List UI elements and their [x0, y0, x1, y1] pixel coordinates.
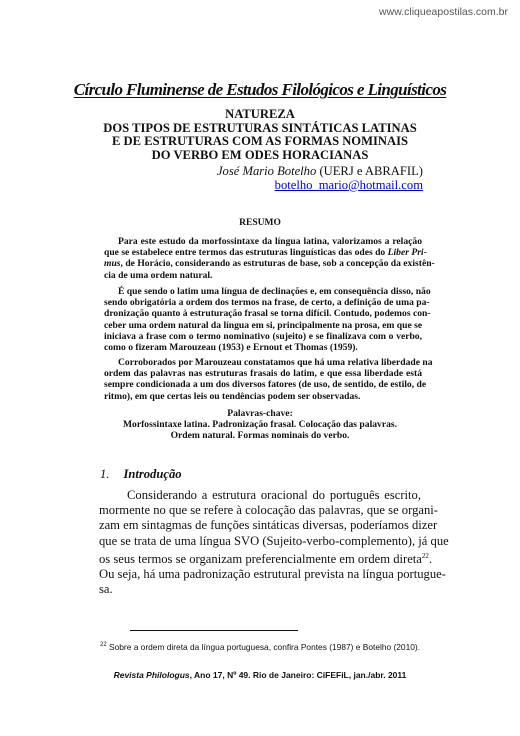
- author-affiliation: (UERJ e ABRAFIL): [319, 164, 423, 178]
- article-title: [0, 108, 520, 162]
- abstract-line: Para este estudo da morfossintaxe da língua latina, valorizamos a relação: [118, 236, 422, 247]
- abstract-line: que se estabelece entre termos das estruturas linguísticas das odes do Liber Pri-: [104, 247, 427, 259]
- journal-name: Revista Philologus: [113, 670, 190, 680]
- title-line: DOS TIPOS DE ESTRUTURAS SINTÁTICAS LATINAS: [103, 120, 417, 135]
- section-heading: [100, 467, 182, 482]
- abstract-line: sempre condicionada a um dos diversos fatores (de uso, de sentido, de estilo, de: [104, 379, 427, 391]
- title-line: E DE ESTRUTURAS COM AS FORMAS NOMINAIS: [112, 134, 408, 149]
- footnote-reference[interactable]: 22: [421, 551, 429, 560]
- abstract-line: ceber uma ordem natural da língua em si, principalmente na prosa, em que se: [104, 319, 423, 331]
- author-email-link[interactable]: botelho_mario@hotmail.com: [274, 178, 423, 192]
- keywords-block: [0, 408, 520, 442]
- abstract-paragraph-3: [104, 357, 433, 402]
- keywords-line: Morfossintaxe latina. Padronização frasal. Colocação das palavras.: [122, 419, 398, 431]
- abstract-line: dronização quanto à estruturação frasal se torna difícil. Contudo, podemos con-: [104, 308, 431, 320]
- journal-footer: [0, 670, 520, 680]
- footnote-divider: [130, 630, 298, 631]
- footnote: [100, 642, 420, 652]
- abstract-heading: RESUMO: [239, 218, 281, 228]
- abstract-line: Corroborados por Marouzeau constatamos que há uma relativa liberdade na: [118, 357, 433, 368]
- association-header: Círculo Fluminense de Estudos Filológicos e Linguísticos: [73, 80, 447, 99]
- abstract-line: mus, de Horácio, considerando as estruturas de base, sob a concepção da existên-: [104, 258, 435, 270]
- body-line: zam em sintagmas de funções sintáticas diversas, poderíamos dizer: [99, 518, 438, 533]
- footnote-text: Sobre a ordem direta da língua portuguesa, confira Pontes (1987) e Botelho (2010).: [109, 642, 421, 652]
- italic-title: mus: [104, 258, 121, 270]
- site-url[interactable]: www.cliqueapostilas.com.br: [379, 6, 508, 18]
- section-title: Introdução: [123, 467, 182, 481]
- journal-details: , Ano 17, Nº 49. Rio de Janeiro: CiFEFiL, jan./abr. 2011: [189, 670, 407, 680]
- title-line: NATUREZA: [225, 107, 295, 121]
- body-line: que se trata de uma língua SVO (Sujeito-verbo-complemento), já que: [99, 533, 449, 548]
- body-paragraph: [99, 488, 449, 598]
- section-number: 1.: [100, 467, 110, 481]
- abstract-line: É que sendo o latim uma língua de declinações e, em consequência disso, não: [118, 286, 431, 297]
- keywords-label: Palavras-chave:: [227, 408, 293, 419]
- abstract-paragraph-1: [104, 236, 435, 281]
- keywords-line: Ordem natural. Formas nominais do verbo.: [170, 430, 350, 442]
- abstract-line: iniciava a frase com o termo nominativo (sujeito) e se finalizava com o verbo,: [104, 330, 422, 342]
- footnote-number: 22: [100, 642, 107, 649]
- body-line: Ou seja, há uma padronização estrutural prevista na língua portugue-: [99, 567, 446, 582]
- italic-title: Liber Pri-: [387, 247, 427, 259]
- author-block: [217, 164, 423, 192]
- abstract-line: cia de uma ordem natural.: [104, 269, 213, 281]
- body-line: sa.: [99, 582, 113, 597]
- body-line: os seus termos se organizam preferencialmente em ordem direta$^{22}$.: [99, 551, 433, 566]
- abstract-line: ordem das palavras nas estruturas frasais do latim, e que essa liberdade está: [104, 368, 422, 380]
- title-line: DO VERBO EM ODES HORACIANAS: [151, 147, 369, 162]
- abstract-line: sendo obrigatória a ordem dos termos na frase, de certo, a definição de uma pa-: [104, 297, 430, 309]
- abstract-line: ritmo), em que certas leis ou tendências podem ser observadas.: [104, 390, 361, 402]
- abstract-line: como o fizeram Marouzeau (1953) e Ernout et Thomas (1959).: [104, 342, 358, 354]
- abstract-paragraph-2: [104, 286, 431, 354]
- body-line: Considerando a estrutura oracional do português escrito,: [127, 488, 421, 502]
- body-line: mormente no que se refere à colocação das palavras, que se organi-: [99, 503, 438, 518]
- author-name: José Mario Botelho: [216, 164, 317, 178]
